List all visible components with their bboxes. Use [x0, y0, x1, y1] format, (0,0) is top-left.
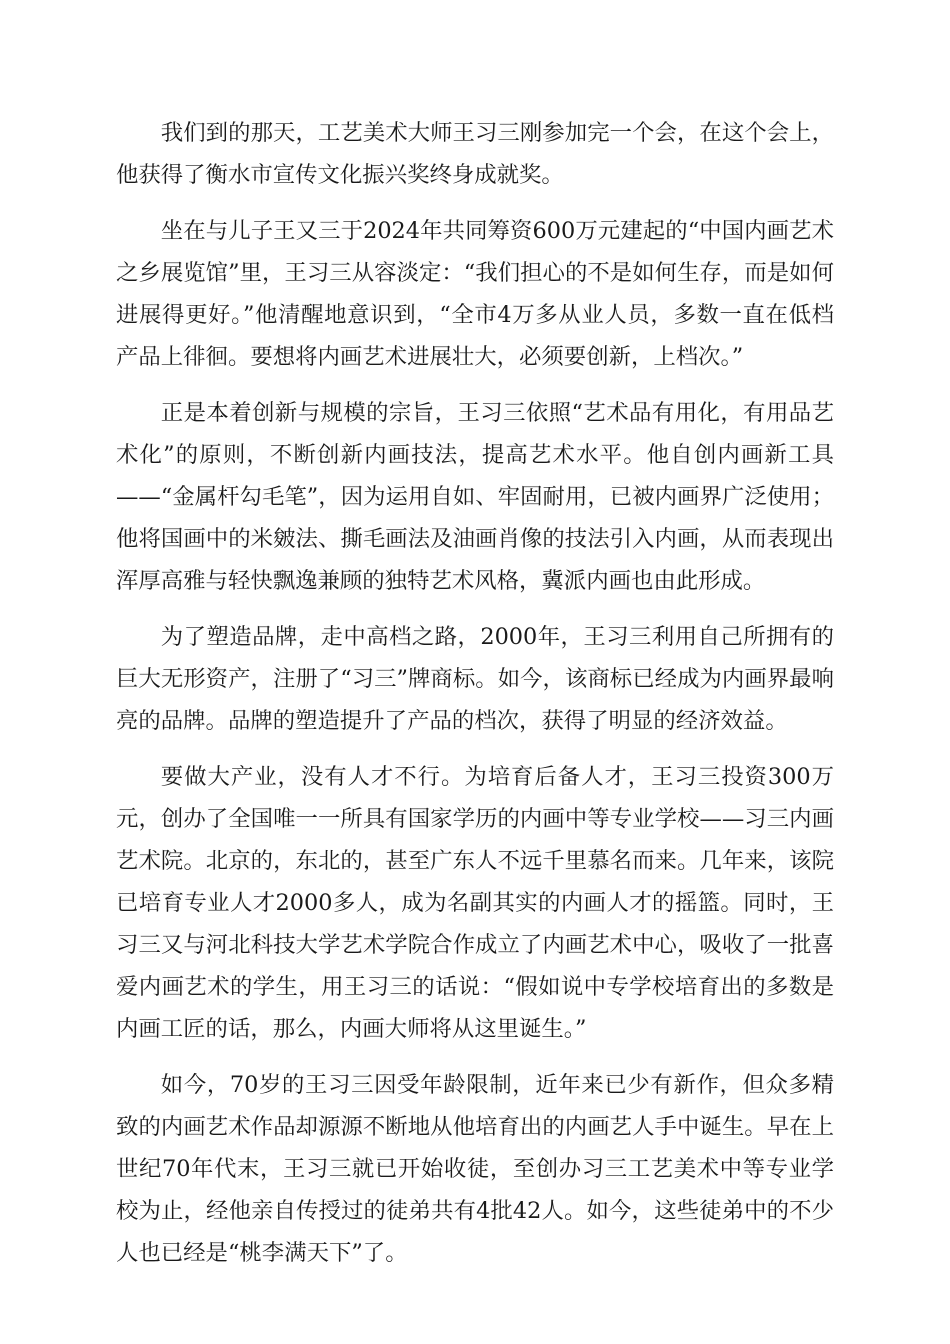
paragraph-innovation: 正是本着创新与规模的宗旨，王习三依照“艺术品有用化，有用品艺术化”的原则，不断创新内画技法，提高艺术水平。他自创内画新工具——“金属杆勾毛笔”，因为运用自如、牢固耐用，已被内画界广泛使用；他将国画中的米皴法、撕毛画法及油画肖像的技法引入内画，从而表现出浑厚高雅与轻快飘逸兼顾的独特艺术风格，冀派内画也由此形成。	[116, 400, 834, 594]
paragraph-brand: 为了塑造品牌，走中高档之路，2000年，王习三利用自己所拥有的巨大无形资产，注册了“习三”牌商标。如今，该商标已经成为内画界最响亮的品牌。品牌的塑造提升了产品的档次，获得了明显的经济效益。	[116, 624, 834, 734]
paragraph-exhibition-hall: 坐在与儿子王又三于2024年共同筹资600万元建起的“中国内画艺术之乡展览馆”里，王习三从容淡定：“我们担心的不是如何生存，而是如何进展得更好。”他清醒地意识到，“全市4万多从业人员，多数一直在低档产品上徘徊。要想将内画艺术进展壮大，必须要创新，上档次。”	[116, 218, 834, 370]
paragraph-apprentices: 如今，70岁的王习三因受年龄限制，近年来已少有新作，但众多精致的内画艺术作品却源源不断地从他培育出的内画艺人手中诞生。早在上世纪70年代末，王习三就已开始收徒，至创办习三工艺美术中等专业学校为止，经他亲自传授过的徒弟共有4批42人。如今，这些徒弟中的不少人也已经是“桃李满天下”了。	[116, 1072, 834, 1266]
document-body	[116, 112, 834, 1288]
paragraph-talent: 要做大产业，没有人才不行。为培育后备人才，王习三投资300万元，创办了全国唯一一所具有国家学历的内画中等专业学校——习三内画艺术院。北京的，东北的，甚至广东人不远千里慕名而来。几年来，该院已培育专业人才2000多人，成为名副其实的内画人才的摇篮。同时，王习三又与河北科技大学艺术学院合作成立了内画艺术中心，吸收了一批喜爱内画艺术的学生，用王习三的话说：“假如说中专学校培育出的多数是内画工匠的话，那么，内画大师将从这里诞生。”	[116, 764, 834, 1042]
paragraph-award: 我们到的那天，工艺美术大师王习三刚参加完一个会，在这个会上，他获得了衡水市宣传文化振兴奖终身成就奖。	[116, 120, 834, 188]
